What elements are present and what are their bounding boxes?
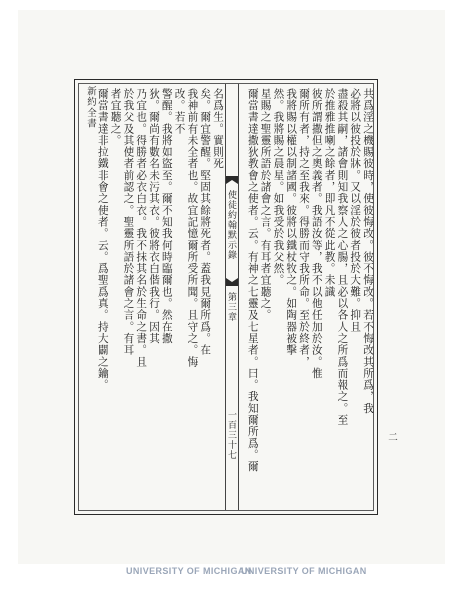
library-stamp-left: UNIVERSITY OF MICHIGAN bbox=[126, 566, 252, 576]
text-column: 矣。爾宜警醒。堅固其餘將死者。蓋我見爾所爲。在 bbox=[199, 88, 212, 356]
text-column: 星賜之聖靈所語於諸會之言。有耳者宜聽之。 bbox=[259, 88, 272, 321]
library-stamp-right: UNIVERSITY OF MICHIGAN bbox=[241, 566, 367, 576]
fish-tail-ornament-top bbox=[226, 176, 238, 186]
text-column: 共爲淫之機賜彼時，使彼悔改。彼不悔改。若不悔改其所爲，我 bbox=[362, 88, 374, 415]
text-column: 彼所謂撒但之奧義者。我語汝等，我不以他任加於汝。惟 bbox=[310, 88, 323, 380]
text-column: 於我父及其使者前認之。聖靈所語於諸會之言。有耳 bbox=[122, 88, 135, 356]
header-book-title: 使徒約翰默示錄 bbox=[226, 190, 236, 260]
text-column: 然。我將賜之晨星。如我受於我父然。 bbox=[272, 88, 285, 287]
margin-number: 二 bbox=[386, 432, 397, 443]
fish-tail-ornament-bottom bbox=[226, 276, 238, 286]
text-column: 我神前有未全者也。故宜記憶爾所受所聞。且守之。悔 bbox=[186, 88, 199, 368]
text-column: 爾當書達非拉鐵非會之使者。云。爲聖爲真。持大闢之鑰。 bbox=[96, 88, 109, 391]
text-column: 名爲生。實則死 bbox=[212, 88, 224, 170]
text-column: 警醒。我將如盜至。爾不知我何時臨爾也。然在撒 bbox=[160, 88, 173, 345]
center-band-line-right bbox=[238, 84, 239, 510]
text-column: 者宜聽之。 bbox=[109, 88, 122, 147]
text-column: 必將以彼投於牀。又以淫於彼者投於大難。抑且 bbox=[349, 88, 362, 333]
text-column: 改。若不 bbox=[173, 88, 186, 135]
text-column: 乃宜也。得勝者必衣白衣。我不抹其名於生命之書。且 bbox=[135, 88, 148, 368]
header-chapter: 第三章 bbox=[226, 292, 236, 322]
text-column: 我將賜以權以制諸國。彼將以鐵杖牧之。如陶器被擊 bbox=[285, 88, 298, 356]
text-column: 於推雅推喇之餘者，即凡不從此教。未識 bbox=[323, 88, 336, 298]
text-column: 爾所有者，持之至我來。得勝而守我所命。至於終者， bbox=[298, 88, 310, 368]
header-page-number: 一百三十七 bbox=[226, 410, 236, 460]
text-column: 盡殺其嗣，諸會則知我察人之心腸，且必以各人之所爲而報之。至 bbox=[336, 88, 349, 426]
running-title: 新約全書 bbox=[85, 86, 96, 129]
text-column: 爾當書達撒狄教會之使者。云。有神之七靈及七星者。曰。我知爾所爲。爾 bbox=[246, 88, 259, 473]
text-column: 狄。爾尚有數名未污其衣。彼將衣白偕我行。因其 bbox=[148, 88, 160, 345]
